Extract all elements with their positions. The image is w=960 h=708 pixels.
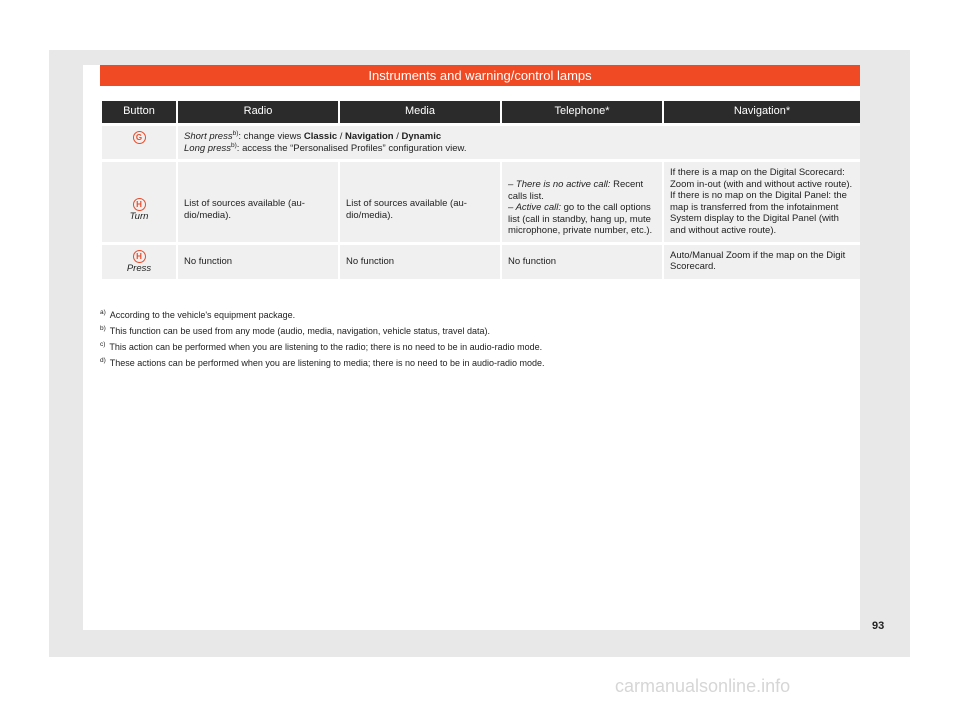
column-header-button: Button <box>102 101 176 123</box>
button-h-icon: H <box>133 250 146 263</box>
navigation-cell: Auto/Manual Zoom if the map on the Digit Scorecard. <box>664 242 860 280</box>
separator: / <box>337 131 346 142</box>
short-press-text: : change views <box>238 131 304 142</box>
short-press-label: Short press <box>184 131 233 142</box>
table-header-row <box>102 101 860 123</box>
no-active-call-label: – There is no active call: <box>508 179 611 190</box>
button-g-icon: G <box>133 131 146 144</box>
column-header-telephone: Telephone* <box>502 101 662 123</box>
button-h-icon: H <box>133 198 146 211</box>
column-header-media: Media <box>340 101 500 123</box>
action-press: Press <box>126 262 152 274</box>
no-active-call-text: Recent calls list. <box>508 179 644 202</box>
section-title: Instruments and warning/control lamps <box>100 65 860 86</box>
view-navigation: Navigation <box>345 131 394 142</box>
controls-table <box>100 101 862 279</box>
active-call-text: go to the call options list (call in standby, hang up, mute microphone, private number, etc.). <box>508 202 653 236</box>
footnote-text: According to the vehicle's equipment package. <box>109 310 296 320</box>
column-header-navigation: Navigation* <box>664 101 860 123</box>
footnote-ref: b) <box>231 141 237 149</box>
table-row-g <box>102 123 860 159</box>
footnote-text: This action can be performed when you are listening to the radio; there is no need to be in audio-radio mode. <box>109 342 543 352</box>
navigation-cell: If there is a map on the Digital Scorecard: Zoom in-out (with and without active route). If there is no map on the Digital Panel: the map is transferred from the infotainment System display to the Digital Panel (with and without active route). <box>664 159 860 242</box>
footnote-ref: b) <box>232 129 239 137</box>
footnote-c <box>100 339 860 355</box>
footnote-d <box>100 355 860 371</box>
footnote-text: These actions can be performed when you are listening to media; there is no need to be in audio-radio mode. <box>109 358 545 368</box>
telephone-cell <box>502 159 662 242</box>
media-cell: List of sources available (au-dio/media). <box>340 159 500 242</box>
footnote-mark: c) <box>100 341 106 348</box>
page-number: 93 <box>872 620 885 632</box>
footnote-b <box>100 323 860 339</box>
table-row-h-press <box>102 242 860 280</box>
view-classic: Classic <box>303 131 338 142</box>
action-turn: Turn <box>129 211 149 222</box>
long-press-label: Long press <box>184 142 232 154</box>
separator: / <box>393 131 402 142</box>
button-cell-h-press <box>102 242 176 280</box>
footnote-mark: a) <box>100 309 106 316</box>
footnote-text: This function can be used from any mode (audio, media, navigation, vehicle status, travel data). <box>109 326 490 336</box>
telephone-cell: No function <box>502 242 662 280</box>
column-header-radio: Radio <box>178 101 338 123</box>
radio-cell: No function <box>178 242 338 280</box>
radio-cell: List of sources available (au-dio/media). <box>178 159 338 242</box>
active-call-label: – Active call: <box>508 202 561 213</box>
footnotes <box>100 307 860 371</box>
footnote-a <box>100 307 860 323</box>
table-row-h-turn <box>102 159 860 242</box>
watermark: carmanualsonline.info <box>615 676 791 696</box>
footnote-mark: d) <box>100 357 106 364</box>
button-cell-g <box>102 123 176 159</box>
button-cell-h-turn <box>102 159 176 242</box>
media-cell: No function <box>340 242 500 280</box>
footnote-mark: b) <box>100 325 106 332</box>
g-description-cell <box>178 123 860 159</box>
view-dynamic: Dynamic <box>401 131 442 142</box>
long-press-text: : access the “Personalised Profiles” configuration view. <box>236 142 467 154</box>
